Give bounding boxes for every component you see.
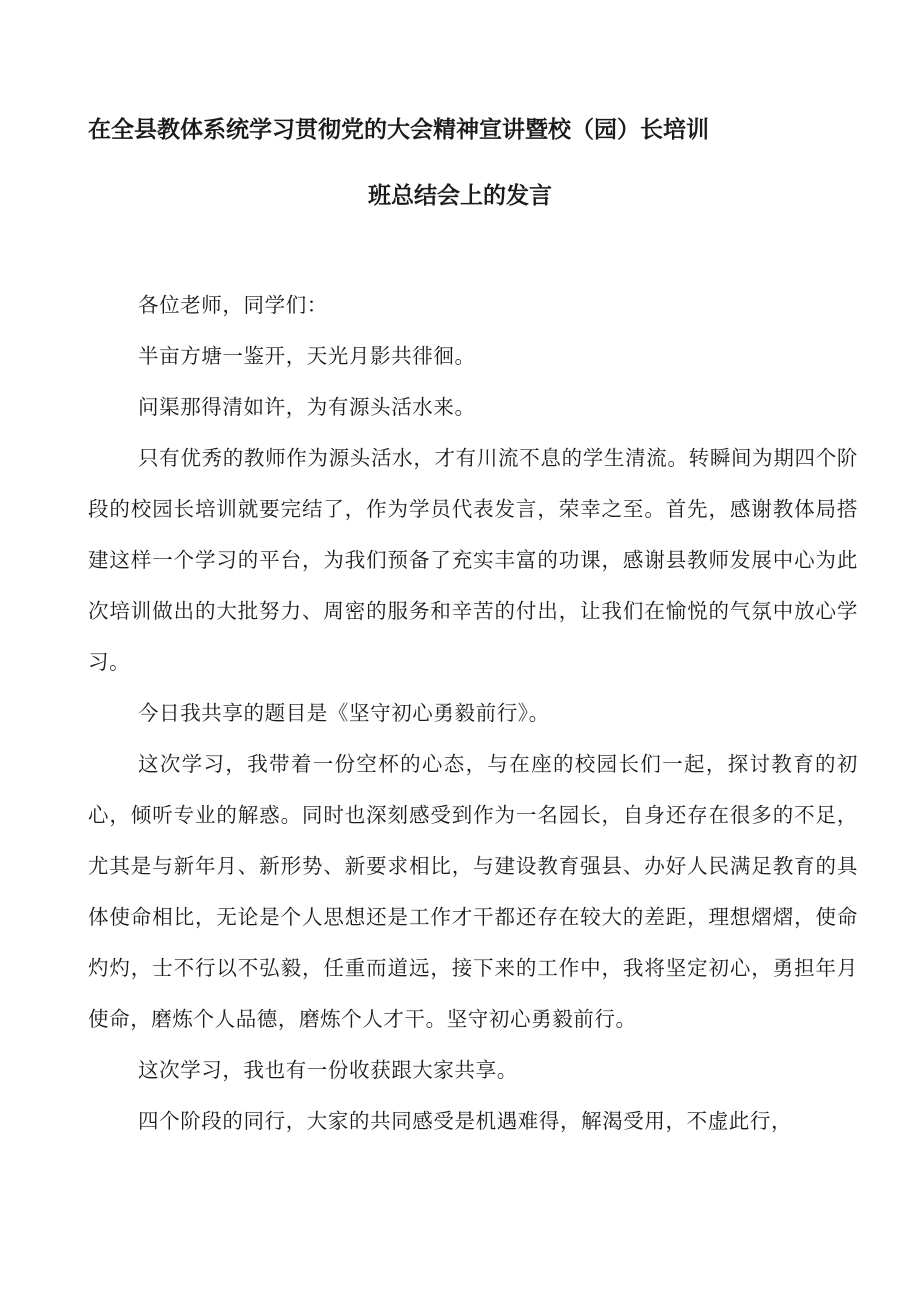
salutation-paragraph: 各位老师，同学们：	[138, 293, 328, 317]
poem-line-2: 问渠那得清如许，为有源头活水来。	[138, 395, 476, 419]
body-paragraph: 今日我共享的题目是《坚守初心勇毅前行》。	[138, 701, 550, 725]
document-title-line-1: 在全县教体系统学习贯彻党的大会精神宣讲暨校（园）长培训	[88, 117, 709, 143]
document-title-line-2: 班总结会上的发言	[368, 183, 552, 209]
body-paragraph: 这次学习，我也有一份收获跟大家共享。	[138, 1058, 518, 1082]
body-paragraph: 四个阶段的同行，大家的共同感受是机遇难得，解渴受用，不虚此行，	[138, 1109, 793, 1133]
poem-line-1: 半亩方塘一鉴开，天光月影共徘徊。	[138, 344, 476, 368]
document-body	[88, 280, 858, 1147]
body-paragraph: 这次学习，我带着一份空杯的心态，与在座的校园长们一起，探讨教育的初心，倾听专业的解惑。同时也深刻感受到作为一名园长，自身还存在很多的不足，尤其是与新年月、新形势、新要求相比，与建设教育强县、办好人民满足教育的具体使命相比，无论是个人思想还是工作才干都还存在较大的差距，理想熠熠，使命灼灼，士不行以不弘毅，任重而道远，接下来的工作中，我将坚定初心，勇担年月使命，磨炼个人品德，磨炼个人才干。坚守初心勇毅前行。	[88, 752, 858, 1031]
body-paragraph: 只有优秀的教师作为源头活水，才有川流不息的学生清流。转瞬间为期四个阶段的校园长培训就要完结了，作为学员代表发言，荣幸之至。首先，感谢教体局搭建这样一个学习的平台，为我们预备了充实丰富的功课，感谢县教师发展中心为此次培训做出的大批努力、周密的服务和辛苦的付出，让我们在愉悦的气氛中放心学习。	[88, 446, 858, 674]
